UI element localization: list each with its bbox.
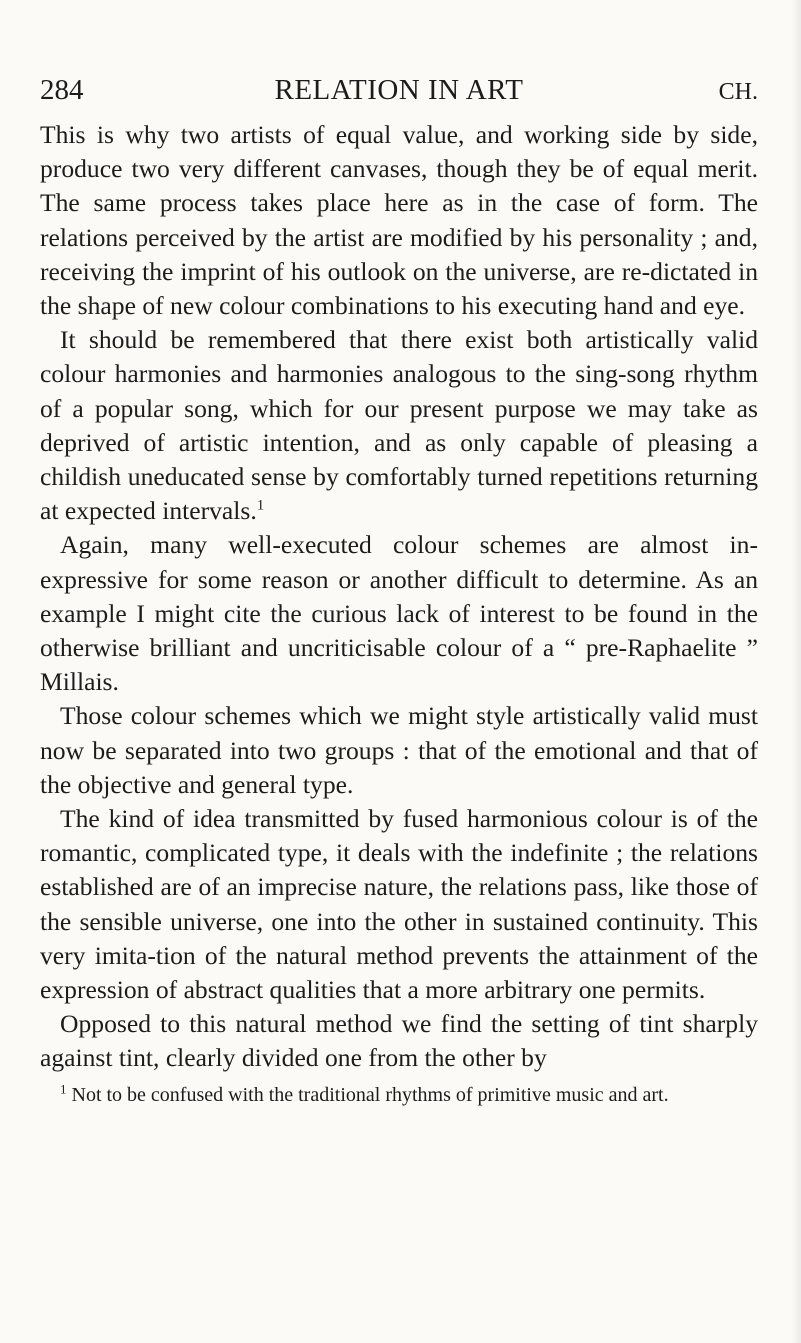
paragraph-5 [40,802,758,1007]
paragraph-text: Those colour schemes which we might style artistically valid must now be separated into two groups : that of the emotional and that of the objective and general type. [40,701,758,799]
footnote [40,1082,758,1109]
footnote-text: Not to be confused with the traditional rhythms of primitive music and art. [71,1083,669,1106]
page-edge-shadow [791,0,801,1343]
paragraph-4 [40,699,758,802]
page-header [40,70,758,112]
paragraph-2 [40,323,758,528]
paragraph-3 [40,528,758,699]
footnote-marker: 1 [60,1081,67,1097]
running-title: RELATION IN ART [274,74,524,106]
paragraph-6 [40,1007,758,1075]
paragraph-text: It should be remembered that there exist both artistically valid colour harmonies and harmonies analogous to the sing-song rhythm of a popular song, which for our present purpose we may take as deprived of artistic intention, and as only capable of pleasing a childish uneducated sense by comfortably turned repetitions returning at expected intervals. [40,325,758,526]
paragraph-text: Again, many well-executed colour schemes are almost in-expressive for some reason or another difficult to determine. As an example I might cite the curious lack of interest to be found in the otherwise brilliant and uncriticisable colour of a “ pre-Raphaelite ” Millais. [40,530,758,697]
paragraph-text: The kind of idea transmitted by fused harmonious colour is of the romantic, complicated type, it deals with the indefinite ; the relations established are of an imprecise nature, the relations pass, like those of the sensible universe, one into the other in sustained continuity. This very imita-tion of the natural method prevents the attainment of the expression of abstract qualities that a more arbitrary one permits. [40,804,758,1005]
chapter-abbrev: CH. [718,79,758,105]
paragraph-text: Opposed to this natural method we find the setting of tint sharply against tint, clearly divided one from the other by [40,1009,758,1073]
paragraph-text: This is why two artists of equal value, and working side by side, produce two very different canvases, though they be of equal merit. The same process takes place here as in the case of form. The relations perceived by the artist are modified by his personality ; and, receiving the imprint of his outlook on the universe, are re-dictated in the shape of new colour combinations to his executing hand and eye. [40,120,758,321]
page-number: 284 [40,74,84,106]
book-page [40,70,758,1109]
footnote-reference[interactable]: 1 [256,497,265,514]
paragraph-1 [40,118,758,323]
